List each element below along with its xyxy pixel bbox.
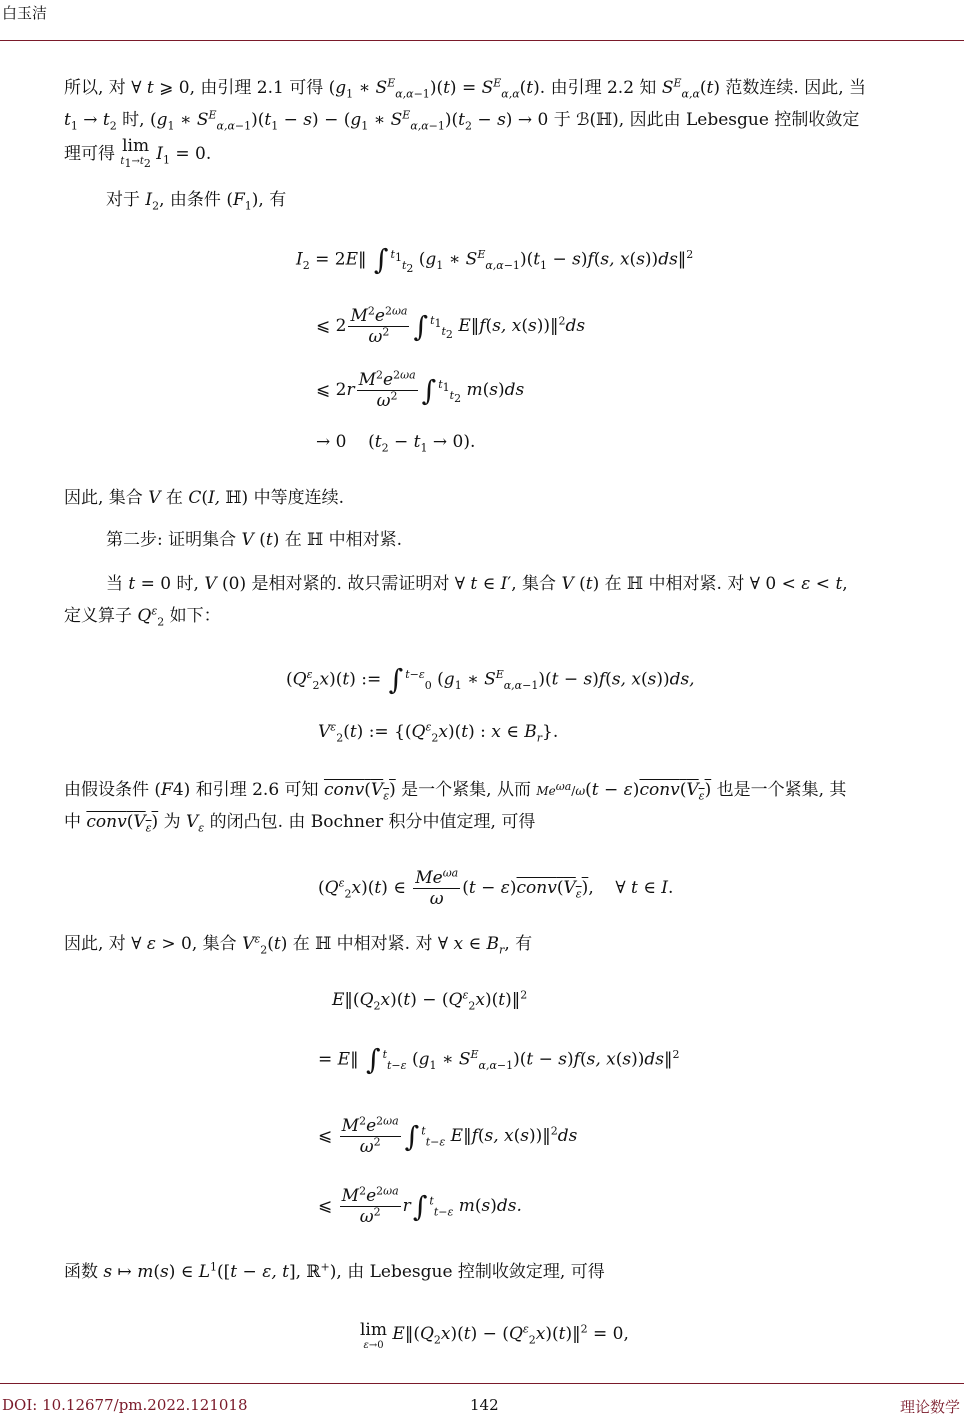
para-3: 因此, 集合 V 在 C(I, ℍ) 中等度连续. [64, 488, 344, 508]
para-4: 第二步: 证明集合 V (t) 在 ℍ 中相对紧. [106, 530, 403, 550]
eq4-line-2: = E‖ ∫ $^t_{t-\varepsilon}$ ($g_1$ ∗ $S^E_{\alpha,\alpha-1})(t - s)f(s$, x(s))ds‖$^2$ [318, 1043, 680, 1076]
page-number: 142 [470, 1396, 499, 1414]
journal-name[interactable]: 理论数学 [899, 1398, 960, 1416]
para-1-line-2: $t_1 \to t_2$ 时, ($g_1$ ∗ $S^E_{\alpha,\alpha-1})(t_1 - s) - (g_1$ ∗ $S^E_{\alpha,\alpha-1})(t_2 - s) \to 0$ 于 ℬ(ℍ), 因此由 Lebesgue 控制收敛定 [64, 108, 860, 133]
eq1-line-2: ⩽ 2 $\frac{M^2e^{2\omega a}}{\omega^2}$ ∫ $^{t_1}_{t_2}$ E‖f(s, x(s))‖$^2$ds [316, 304, 586, 347]
eq3: $(Q^\varepsilon_2x)(t)$ ∈ $\frac{Me^{\omega a}}{\omega}$ $(t - \varepsilon)conv(V_\varepsilon)$, ∀ t ∈ I. [318, 866, 674, 909]
para-1-line-1: 所以, 对 ∀ t ⩾ 0, 由引理 2.1 可得 ($g_1$ ∗ $S^E_{\alpha,\alpha-1})(t) = S^E_{\alpha,\alpha}(t)$. 由引理 2.2 知 $S^E_{\alpha,\alpha}(t)$ 范数连续. 因此, 当 [64, 76, 867, 101]
eq4-line-3: ⩽ $\frac{M^2e^{2\omega a}}{\omega^2}$ ∫ $^t_{t-\varepsilon}$ E‖f(s, x(s))‖$^2$ds [318, 1114, 578, 1157]
eq2-line-1: $(Q^\varepsilon_2x)(t)$ := ∫ $^{t-\varepsilon}_0$ ($g_1$ ∗ $S^E_{\alpha,\alpha-1})(t - s)f(s$, x(s))ds, [286, 663, 695, 696]
header-author: 白玉洁 [2, 4, 48, 22]
para-5-line-1: 当 t = 0 时, V (0) 是相对紧的. 故只需证明对 ∀ t ∈ I′, 集合 V (t) 在 ℍ 中相对紧. 对 ∀ 0 < ε < t, [106, 574, 848, 594]
page-header [0, 0, 964, 41]
eq1-line-4: → 0 $(t_2 - t_1 \to 0)$. [316, 432, 476, 455]
para-1-line-3: 理可得 lim $t_1\to t_2$ $I_1 = 0$. [64, 136, 212, 170]
page-footer [0, 1383, 964, 1415]
eq1-line-3: ⩽ 2r $\frac{M^2e^{2\omega a}}{\omega^2}$ ∫ $^{t_1}_{t_2}$ m(s)ds [316, 368, 525, 411]
eq4-line-4: ⩽ $\frac{M^2e^{2\omega a}}{\omega^2}$ r∫ $^t_{t-\varepsilon}$ m(s)ds. [318, 1184, 522, 1227]
para-2: 对于 $I_2$, 由条件 $(F_1)$, 有 [106, 190, 287, 213]
eq4-line-1: $E‖(Q_2x)(t)$ − $(Q^\varepsilon_2x)(t)‖^2$ [332, 988, 528, 1013]
para-5-line-2: 定义算子 $Q^\varepsilon_2$ 如下： [64, 604, 221, 629]
para-6-line-2: 中 $conv(V_\varepsilon)$ 为 $V_\varepsilon$ 的闭凸包. 由 Bochner 积分中值定理, 可得 [64, 812, 536, 835]
footer-doi[interactable]: DOI: 10.12677/pm.2022.121018 [2, 1396, 248, 1414]
eq1-line-1: $I_2$ = 2E‖ ∫ $^{t_1}_{t_2}$ ($g_1$ ∗ $S^E_{\alpha,\alpha-1})(t_1 - s)f(s$, x(s))ds‖$^2$ [296, 243, 694, 276]
para-6-line-1: 由假设条件 (F4) 和引理 2.6 可知 $conv(V_\varepsilon)$ 是一个紧集, 从而 $Me^{\omega a}/\omega(t$ − $\varepsilon)conv(V_\varepsilon)$ 也是一个紧集, 其 [64, 780, 847, 803]
eq5: lim ε→0 $E‖(Q_2x)(t)$ − $(Q^\varepsilon_2x)(t)‖^2 = 0$, [360, 1320, 629, 1351]
para-7: 因此, 对 ∀ ε > 0, 集合 $V^\varepsilon_2(t)$ 在 ℍ 中相对紧. 对 ∀ x ∈ $B_r$, 有 [64, 932, 533, 957]
eq2-line-2: $V^\varepsilon_2(t)$ := {$(Q^\varepsilon_2x)(t)$ : x ∈ $B_r$}. [318, 720, 559, 745]
para-8: 函数 s ↦ m(s) ∈ $L^1([t - \varepsilon$, t], ℝ+), 由 Lebesgue 控制收敛定理, 可得 [64, 1260, 605, 1282]
